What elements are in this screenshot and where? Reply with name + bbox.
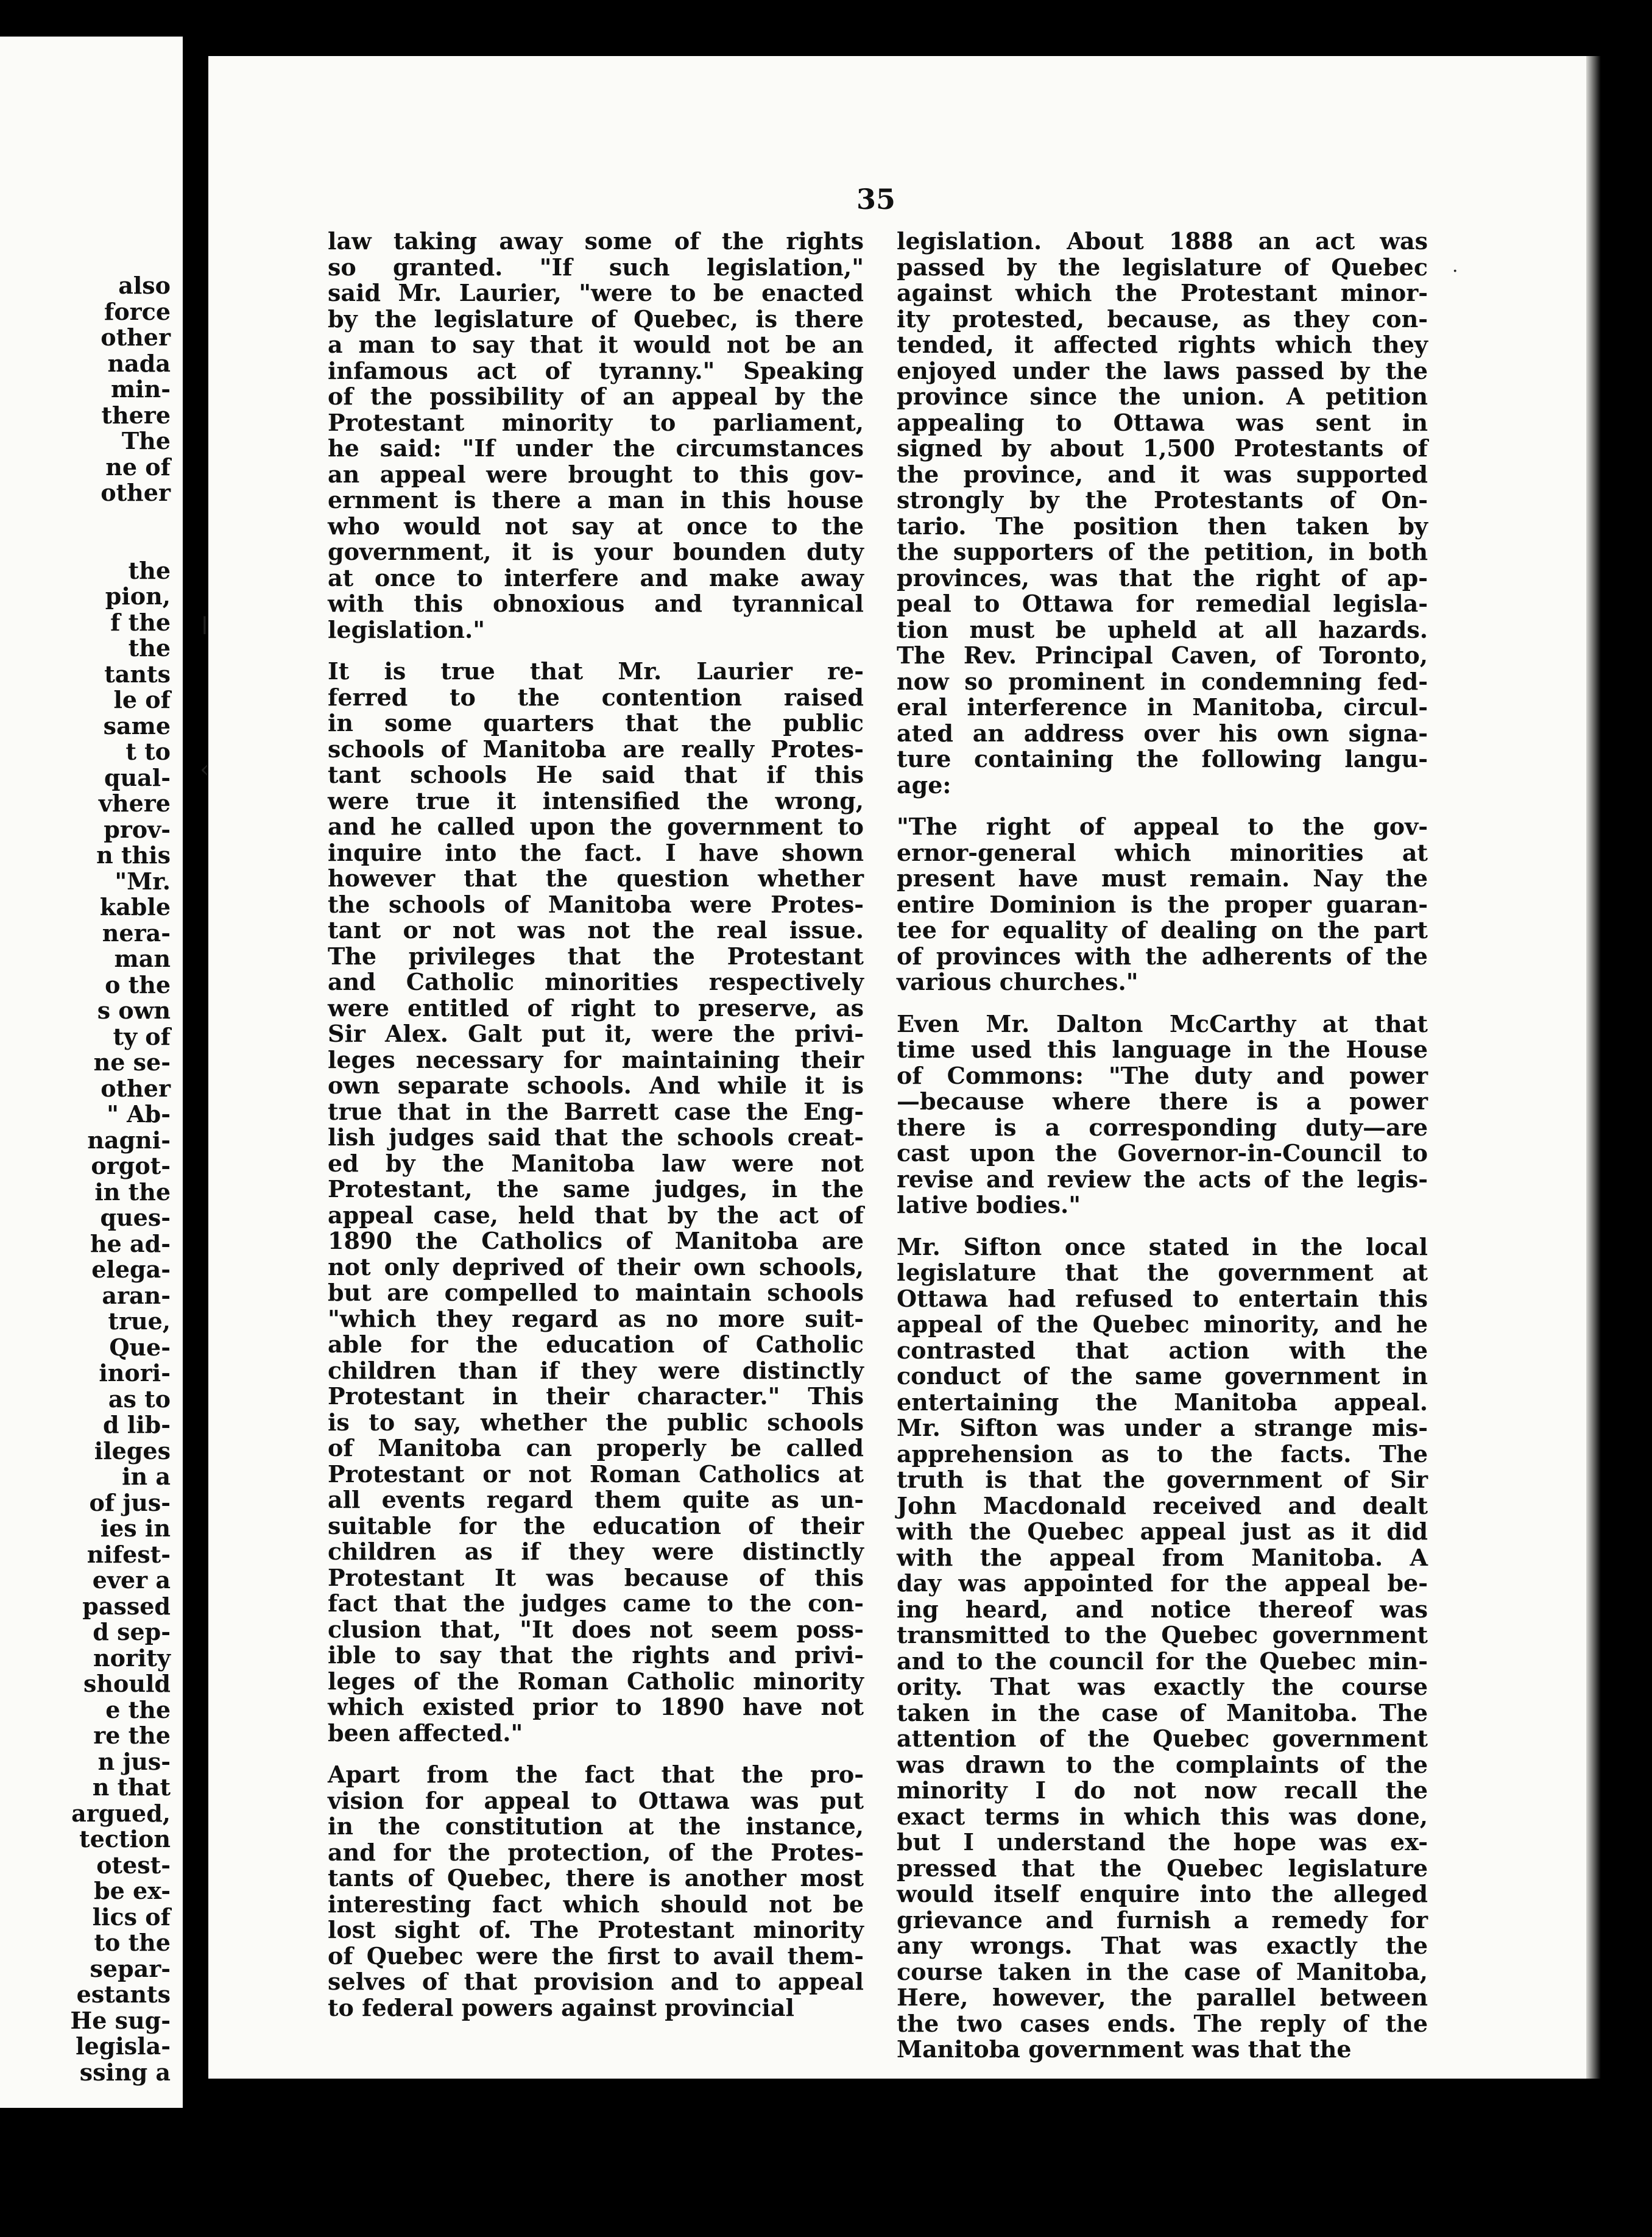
text-line: strongly by the Protestants of On-: [897, 486, 1428, 514]
text-line: were true it intensified the wrong,: [328, 786, 864, 815]
text-line: with the Quebec appeal just as it did: [897, 1518, 1428, 1545]
text-line: lish judges said that the schools creat-: [328, 1123, 864, 1151]
text-line: conduct of the same government in: [897, 1362, 1428, 1390]
fragment-line: ssing a: [79, 2058, 171, 2086]
text-line: with the appeal from Manitoba. A: [897, 1543, 1428, 1571]
fragment-line: vhere: [98, 790, 171, 817]
text-line: —because where there is a power: [897, 1087, 1428, 1115]
fragment-line: he ad-: [90, 1229, 171, 1257]
text-line: eral interference in Manitoba, circul-: [897, 693, 1428, 721]
text-line: is to say, whether the public schools: [328, 1408, 864, 1436]
paragraph-gap: [897, 1218, 1428, 1234]
fragment-line: o the: [105, 970, 171, 998]
text-line: course taken in the case of Manitoba,: [897, 1957, 1428, 1985]
scan-speck-mark: ‹: [200, 755, 210, 783]
text-line: government, it is your bounden duty: [328, 538, 864, 565]
text-line: the supporters of the petition, in both: [897, 538, 1428, 565]
text-line: Protestant It was because of this: [328, 1563, 864, 1591]
text-line: the two cases ends. The reply of the: [897, 2009, 1428, 2037]
text-line: was drawn to the complaints of the: [897, 1750, 1428, 1778]
text-line: true that in the Barrett case the Eng-: [328, 1097, 864, 1125]
text-line: he said: "If under the circumstances: [328, 434, 864, 462]
fragment-line: n jus-: [97, 1747, 171, 1775]
text-line: but I understand the hope was ex-: [897, 1828, 1428, 1856]
text-line: vision for appeal to Ottawa was put: [328, 1786, 864, 1814]
text-line: apprehension as to the facts. The: [897, 1440, 1428, 1468]
fragment-line: same: [103, 712, 171, 740]
text-line: which existed prior to 1890 have not: [328, 1693, 864, 1720]
fragment-line: nera-: [102, 919, 171, 947]
text-line: attention of the Quebec government: [897, 1725, 1428, 1752]
text-line: own separate schools. And while it is: [328, 1072, 864, 1099]
text-line: against which the Protestant minor-: [897, 279, 1428, 306]
text-line: legislation.": [328, 615, 485, 643]
facing-page-text-fragment: [6, 273, 171, 2085]
text-column-2: [897, 228, 1428, 2063]
fragment-line: n this: [96, 841, 171, 869]
text-line: at once to interfere and make away: [328, 564, 864, 592]
text-line: by the legislature of Quebec, is there: [328, 305, 864, 333]
facing-page: [0, 37, 183, 2108]
text-line: pressed that the Quebec legislature: [897, 1854, 1428, 1882]
text-line: ernment is there a man in this house: [328, 486, 864, 514]
text-line: tant or not was not the real issue.: [328, 916, 864, 944]
text-line: to federal powers against provincial: [328, 1993, 794, 2021]
text-line: the province, and it was supported: [897, 460, 1428, 488]
text-line: of Manitoba can properly be called: [328, 1434, 864, 1461]
text-line: provinces, was that the right of ap-: [897, 564, 1428, 592]
text-line: tended, it affected rights which they: [897, 331, 1428, 358]
text-line: tant schools He said that if this: [328, 761, 864, 788]
fragment-line: legisla-: [76, 2032, 171, 2060]
text-line: been affected.": [328, 1719, 523, 1747]
fragment-line: there: [101, 401, 171, 429]
scan-speck-mark: ǀ: [201, 612, 208, 640]
fragment-line: inori-: [99, 1359, 171, 1387]
text-line: peal to Ottawa for remedial legisla-: [897, 590, 1428, 617]
fragment-line: otest-: [96, 1851, 171, 1879]
text-line: able for the education of Catholic: [328, 1331, 864, 1358]
text-line: fact that the judges came to the con-: [328, 1589, 864, 1617]
text-line: of Commons: "The duty and power: [897, 1061, 1428, 1089]
text-line: now so prominent in condemning fed-: [897, 667, 1428, 695]
text-line: children as if they were distinctly: [328, 1538, 864, 1565]
fragment-line: nada: [107, 349, 171, 377]
fragment-line: nagni-: [87, 1126, 171, 1154]
text-line: and to the council for the Quebec min-: [897, 1647, 1428, 1675]
text-line: Protestant or not Roman Catholics at: [328, 1460, 864, 1488]
fragment-line: as to: [108, 1385, 171, 1413]
fragment-line: Que-: [109, 1333, 171, 1361]
fragment-line: re the: [93, 1722, 171, 1749]
text-line: The Rev. Principal Caven, of Toronto,: [897, 641, 1428, 669]
fragment-line: tection: [79, 1825, 171, 1853]
text-line: leges of the Roman Catholic minority: [328, 1667, 864, 1695]
text-line: transmitted to the Quebec government: [897, 1621, 1428, 1649]
text-line: contrasted that action with the: [897, 1336, 1428, 1364]
fragment-line: aran-: [102, 1281, 171, 1309]
fragment-line: in the: [94, 1178, 171, 1206]
text-line: appealing to Ottawa was sent in: [897, 408, 1428, 436]
text-line: interesting fact which should not be: [328, 1890, 864, 1918]
text-line: said Mr. Laurier, "were to be enacted: [328, 279, 864, 306]
fragment-line: min-: [110, 375, 171, 403]
fragment-line: argued,: [71, 1799, 171, 1827]
text-line: children than if they were distinctly: [328, 1356, 864, 1384]
fragment-line: [6, 532, 171, 558]
text-line: Mr. Sifton once stated in the local: [897, 1232, 1428, 1260]
fragment-line: ileges: [94, 1437, 171, 1465]
fragment-line: in a: [122, 1463, 171, 1490]
text-line: of the possibility of an appeal by the: [328, 383, 864, 410]
fragment-line: " Ab-: [107, 1100, 171, 1128]
fragment-line: ies in: [100, 1514, 171, 1542]
text-line: legislature that the government at: [897, 1259, 1428, 1286]
text-line: appeal of the Quebec minority, and he: [897, 1310, 1428, 1338]
text-line: Manitoba government was that the: [897, 2035, 1352, 2063]
text-line: would itself enquire into the alleged: [897, 1880, 1428, 1907]
fragment-line: to the: [94, 1929, 171, 1956]
text-line: The privileges that the Protestant: [328, 942, 864, 970]
text-line: and he called upon the government to: [328, 813, 864, 840]
text-line: and Catholic minorities respectively: [328, 968, 864, 995]
fragment-line: force: [104, 297, 171, 325]
text-line: entire Dominion is the proper guaran-: [897, 890, 1428, 918]
fragment-line: t to: [125, 738, 171, 765]
text-line: all events regard them quite as un-: [328, 1486, 864, 1513]
text-line: selves of that provision and to appeal: [328, 1968, 864, 1995]
text-column-1: [328, 228, 864, 2021]
text-line: tee for equality of dealing on the part: [897, 916, 1428, 944]
text-line: minority I do not now recall the: [897, 1776, 1428, 1804]
fragment-line: other: [101, 479, 171, 506]
text-line: in some quarters that the public: [328, 709, 864, 737]
text-line: ible to say that the rights and privi-: [328, 1641, 864, 1669]
text-line: entertaining the Manitoba appeal.: [897, 1388, 1428, 1416]
text-line: tants of Quebec, there is another most: [328, 1864, 864, 1892]
text-line: time used this language in the House: [897, 1036, 1428, 1063]
fragment-line: pion,: [105, 582, 171, 610]
text-line: "The right of appeal to the gov-: [897, 813, 1428, 840]
text-line: leges necessary for maintaining their: [328, 1045, 864, 1073]
text-line: ferred to the contention raised: [328, 683, 864, 711]
text-line: It is true that Mr. Laurier re-: [328, 657, 864, 685]
text-line: truth is that the government of Sir: [897, 1466, 1428, 1493]
text-line: not only deprived of their own schools,: [328, 1253, 864, 1281]
fragment-line: of jus-: [89, 1488, 171, 1516]
text-line: suitable for the education of their: [328, 1511, 864, 1539]
fragment-line: le of: [113, 686, 171, 713]
fragment-line: d sep-: [93, 1618, 171, 1645]
scan-speck-mark: ·: [1452, 261, 1458, 282]
fragment-line: passed: [82, 1592, 171, 1620]
text-line: cast upon the Governor-in-Council to: [897, 1139, 1428, 1167]
text-line: John Macdonald received and dealt: [897, 1491, 1428, 1519]
text-line: in the constitution at the instance,: [328, 1812, 864, 1840]
paragraph-gap: [897, 995, 1428, 1011]
text-line: enjoyed under the laws passed by the: [897, 356, 1428, 384]
fragment-line: d lib-: [102, 1411, 171, 1438]
text-line: ority. That was exactly the course: [897, 1673, 1428, 1700]
text-line: the schools of Manitoba were Protes-: [328, 890, 864, 918]
paragraph-gap: [328, 643, 864, 659]
text-line: lost sight of. The Protestant minority: [328, 1916, 864, 1943]
page-edge-shadow: [1586, 56, 1601, 2079]
text-line: lative bodies.": [897, 1191, 1081, 1218]
fragment-line: s own: [97, 997, 171, 1024]
fragment-line: prov-: [104, 815, 171, 843]
fragment-line: ne se-: [93, 1048, 171, 1076]
text-line: ture containing the following langu-: [897, 745, 1428, 772]
text-line: Here, however, the parallel between: [897, 1984, 1428, 2011]
text-line: exact terms in which this was done,: [897, 1802, 1428, 1830]
text-line: inquire into the fact. I have shown: [328, 838, 864, 866]
fragment-line: orgot-: [91, 1152, 171, 1179]
fragment-line: also: [118, 272, 171, 299]
fragment-line: be ex-: [94, 1877, 171, 1904]
paragraph-gap: [897, 798, 1428, 814]
fragment-line: The: [121, 427, 171, 454]
fragment-line: tants: [104, 660, 171, 688]
text-line: Mr. Sifton was under a strange mis-: [897, 1414, 1428, 1441]
text-line: of provinces with the adherents of the: [897, 942, 1428, 970]
text-line: ed by the Manitoba law were not: [328, 1149, 864, 1177]
text-line: an appeal were brought to this gov-: [328, 460, 864, 488]
fragment-line: should: [83, 1670, 171, 1697]
text-line: passed by the legislature of Quebec: [897, 253, 1428, 281]
fragment-line: man: [114, 945, 171, 972]
text-line: revise and review the acts of the legis-: [897, 1165, 1428, 1193]
text-line: ernor-general which minorities at: [897, 838, 1428, 866]
text-line: taken in the case of Manitoba. The: [897, 1698, 1428, 1726]
text-line: Sir Alex. Galt put it, were the privi-: [328, 1020, 864, 1047]
fragment-line: He sug-: [70, 2006, 171, 2034]
text-line: legislation. About 1888 an act was: [897, 227, 1428, 255]
fragment-line: ne of: [105, 453, 171, 481]
text-line: grievance and furnish a remedy for: [897, 1906, 1428, 1934]
text-line: ing heard, and notice thereof was: [897, 1595, 1428, 1623]
text-line: day was appointed for the appeal be-: [897, 1569, 1428, 1597]
text-line: present have must remain. Nay the: [897, 864, 1428, 892]
text-line: clusion that, "It does not seem poss-: [328, 1615, 864, 1643]
text-line: Apart from the fact that the pro-: [328, 1761, 864, 1788]
fragment-line: ty of: [113, 1022, 171, 1050]
text-line: law taking away some of the rights: [328, 227, 864, 255]
fragment-line: n that: [92, 1773, 171, 1801]
text-line: Protestant, the same judges, in the: [328, 1175, 864, 1203]
text-line: Ottawa had refused to entertain this: [897, 1284, 1428, 1312]
fragment-line: elega-: [91, 1256, 171, 1283]
text-line: any wrongs. That was exactly the: [897, 1932, 1428, 1959]
text-line: tario. The position then taken by: [897, 512, 1428, 540]
text-line: who would not say at once to the: [328, 512, 864, 540]
text-line: but are compelled to maintain schools: [328, 1279, 864, 1306]
fragment-line: ever a: [92, 1566, 171, 1594]
text-line: were entitled of right to preserve, as: [328, 994, 864, 1022]
text-line: province since the union. A petition: [897, 383, 1428, 410]
fragment-line: nifest-: [86, 1540, 171, 1568]
text-line: so granted. "If such legislation,": [328, 253, 864, 281]
fragment-line: qual-: [104, 763, 171, 791]
text-line: Even Mr. Dalton McCarthy at that: [897, 1009, 1428, 1037]
fragment-line: kable: [99, 893, 171, 921]
fragment-line: other: [101, 1074, 171, 1102]
fragment-line: true,: [108, 1307, 171, 1335]
fragment-line: other: [101, 323, 171, 351]
paragraph-gap: [328, 1746, 864, 1762]
text-line: Protestant minority to parliament,: [328, 408, 864, 436]
text-line: various churches.": [897, 968, 1138, 995]
fragment-line: the: [128, 634, 171, 662]
page-number: 35: [856, 183, 896, 216]
fragment-line: f the: [110, 608, 171, 636]
book-gutter: [183, 0, 208, 2237]
text-line: of Quebec were the first to avail them-: [328, 1942, 864, 1970]
text-line: however that the question whether: [328, 864, 864, 892]
text-line: schools of Manitoba are really Protes-: [328, 735, 864, 763]
fragment-line: ques-: [100, 1204, 171, 1231]
fragment-line: "Mr.: [115, 867, 171, 895]
text-line: infamous act of tyranny." Speaking: [328, 356, 864, 384]
text-line: tion must be upheld at all hazards.: [897, 615, 1428, 643]
fragment-line: [6, 506, 171, 532]
text-line: a man to say that it would not be an: [328, 331, 864, 358]
text-line: signed by about 1,500 Protestants of: [897, 434, 1428, 462]
text-line: and for the protection, of the Protes-: [328, 1838, 864, 1866]
text-line: age:: [897, 771, 951, 799]
text-line: 1890 the Catholics of Manitoba are: [328, 1227, 864, 1254]
fragment-line: nority: [93, 1644, 171, 1672]
text-line: with this obnoxious and tyrannical: [328, 590, 864, 617]
text-line: ated an address over his own signa-: [897, 719, 1428, 747]
text-line: Protestant in their character." This: [328, 1382, 864, 1410]
text-line: appeal case, held that by the act of: [328, 1201, 864, 1229]
text-line: there is a corresponding duty—are: [897, 1113, 1428, 1141]
fragment-line: estants: [76, 1981, 171, 2008]
text-line: "which they regard as no more suit-: [328, 1304, 864, 1332]
text-line: ity protested, because, as they con-: [897, 305, 1428, 333]
fragment-line: the: [128, 556, 171, 584]
fragment-line: lics of: [92, 1903, 171, 1931]
fragment-line: separ-: [90, 1954, 171, 1982]
fragment-line: e the: [105, 1695, 171, 1723]
